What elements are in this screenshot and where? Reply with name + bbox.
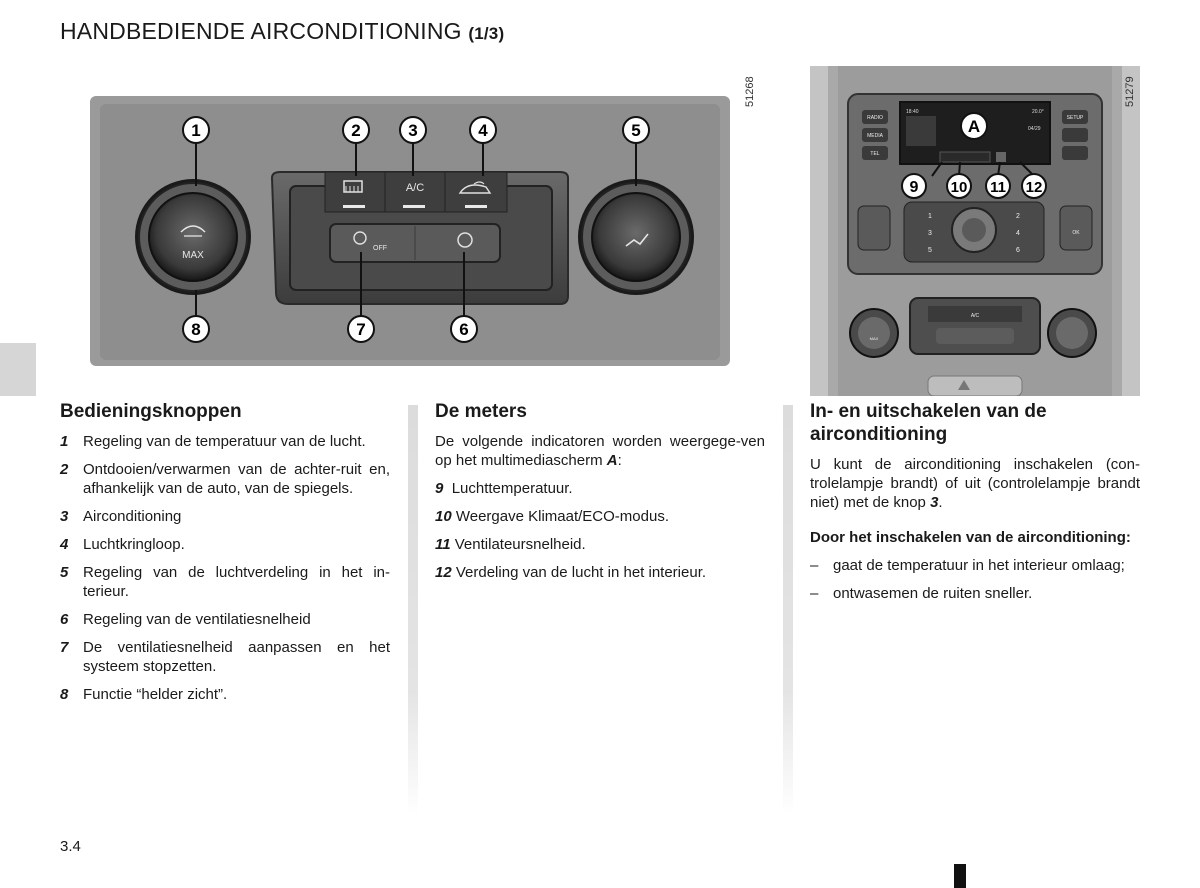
page-number: 3.4 — [60, 838, 81, 855]
list-item: 2 Ontdooien/verwarmen van de achter-ruit en, afhankelijk van de auto, van de spiegels. — [60, 461, 390, 497]
svg-text:MEDIA: MEDIA — [867, 133, 883, 139]
column-divider — [783, 405, 793, 815]
chapter-tab — [0, 343, 36, 396]
list-item: 10 Weergave Klimaat/ECO-modus. — [435, 508, 669, 525]
climate-control-panel-figure — [60, 66, 760, 391]
callout-A: A — [967, 117, 981, 136]
ac-switching-intro: U kunt de airconditioning inschakelen (con-trolelampje brandt) of uit (controlelampje brandt niet) met de knop 3. — [810, 456, 1140, 511]
list-item: – gaat de temperatuur in het interieur omlaag; — [810, 557, 1125, 574]
list-item: 6 Regeling van de ventilatiesnelheid — [60, 611, 311, 628]
list-item: 1 Regeling van de temperatuur van de lucht. — [60, 433, 366, 450]
callout-1: 1 — [191, 121, 201, 140]
svg-text:20.0°: 20.0° — [1032, 109, 1044, 115]
svg-text:OK: OK — [1072, 230, 1080, 236]
max-label: MAX — [182, 250, 204, 261]
figure-id-right: 51279 — [1124, 76, 1136, 107]
callout-12: 12 — [1025, 179, 1043, 196]
ac-switching-section — [810, 400, 1140, 612]
controls-section — [60, 400, 390, 713]
list-item: 11 Ventilateursnelheid. — [435, 536, 586, 553]
callout-10: 10 — [950, 179, 968, 196]
ac-button-label: A/C — [405, 182, 425, 194]
meters-section — [435, 400, 765, 591]
callout-3: 3 — [408, 121, 418, 140]
svg-text:6: 6 — [1016, 247, 1020, 254]
page-end-marker — [954, 864, 966, 888]
dashboard-multimedia-figure — [810, 66, 1140, 396]
svg-text:A/C: A/C — [970, 313, 980, 319]
meters-heading: De meters — [435, 401, 527, 422]
list-item: 7 De ventilatiesnelheid aanpassen en het systeem stopzetten. — [60, 639, 390, 675]
ac-switching-heading: In- en uitschakelen van de airconditioning — [810, 401, 1047, 445]
callout-11: 11 — [990, 179, 1006, 196]
controls-heading: Bedieningsknoppen — [60, 401, 242, 422]
svg-text:1: 1 — [928, 213, 932, 220]
list-item: 3 Airconditioning — [60, 508, 182, 525]
figure-id-left: 51268 — [744, 76, 756, 107]
callout-2: 2 — [351, 121, 361, 140]
list-item: 5 Regeling van de luchtverdeling in het in-terieur. — [60, 564, 390, 600]
ac-effects-subheading: Door het inschakelen van de airconditioning: — [810, 529, 1131, 546]
svg-text:OFF: OFF — [373, 245, 387, 252]
svg-text:18:40: 18:40 — [906, 109, 919, 115]
svg-text:2: 2 — [1016, 213, 1020, 220]
svg-text:TEL: TEL — [870, 151, 880, 157]
svg-text:5: 5 — [928, 247, 932, 254]
svg-text:4: 4 — [1016, 230, 1020, 237]
svg-text:3: 3 — [928, 230, 932, 237]
callout-5: 5 — [631, 121, 641, 140]
svg-text:04/29: 04/29 — [1028, 126, 1041, 132]
callout-4: 4 — [478, 121, 488, 140]
meters-intro: De volgende indicatoren worden weergege-ven op het multimediascherm A: — [435, 433, 765, 469]
svg-text:MAX: MAX — [869, 336, 879, 341]
callout-6: 6 — [459, 320, 469, 339]
callout-8: 8 — [191, 320, 201, 339]
list-item: 9 Luchttemperatuur. — [435, 480, 573, 497]
list-item: 12 Verdeling van de lucht in het interieur. — [435, 564, 707, 581]
column-divider — [408, 405, 418, 815]
page-title: HANDBEDIENDE AIRCONDITIONING (1/3) — [60, 18, 505, 44]
list-item: 8 Functie “helder zicht”. — [60, 686, 228, 703]
callout-9: 9 — [909, 179, 919, 196]
list-item: – ontwasemen de ruiten sneller. — [810, 585, 1033, 602]
svg-text:RADIO: RADIO — [867, 115, 883, 121]
svg-text:SETUP: SETUP — [1066, 115, 1084, 121]
list-item: 4 Luchtkringloop. — [60, 536, 185, 553]
callout-7: 7 — [356, 320, 366, 339]
